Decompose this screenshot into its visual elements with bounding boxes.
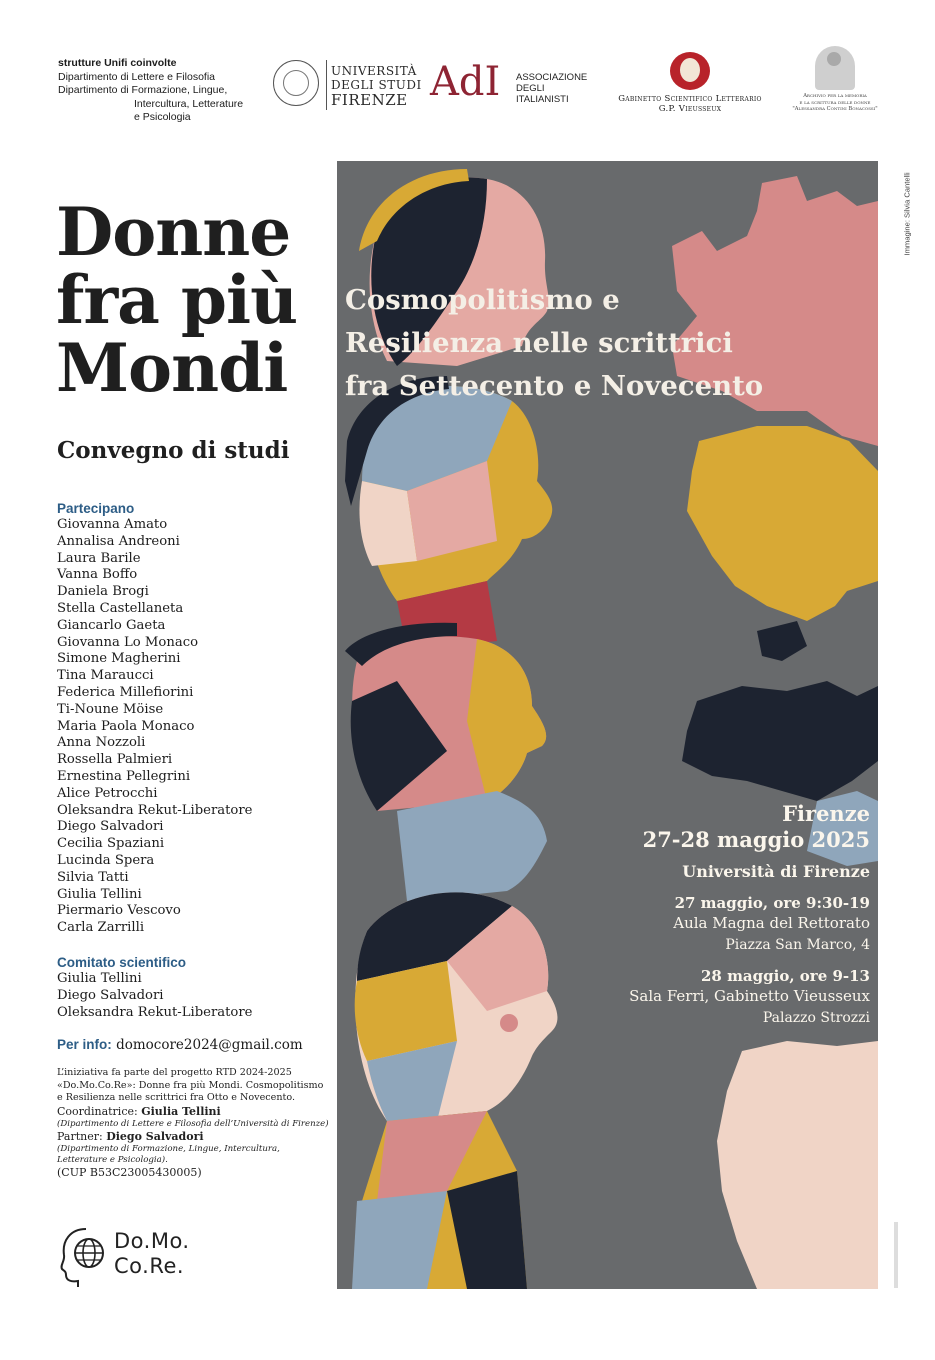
participant-name: Lucinda Spera: [57, 852, 155, 868]
unifi-seal-icon: [273, 60, 319, 106]
vieusseux-name: Gabinetto Scientifico Letterario: [618, 94, 762, 104]
title-line: Donne: [56, 193, 291, 271]
event-details: [629, 801, 870, 1029]
participant-name: Giancarlo Gaeta: [57, 617, 166, 633]
image-credit: [893, 161, 912, 261]
participant-name: Rossella Palmieri: [57, 752, 173, 768]
archivio-line: Archivio per la memoria: [803, 93, 867, 99]
adi-logo-text: [516, 72, 587, 105]
day2-place: Sala Ferri, Gabinetto Vieusseux: [629, 987, 870, 1005]
vieusseux-name: G.P. Vieusseux: [658, 104, 722, 114]
strutture-block: [58, 57, 243, 125]
adi-line: ITALIANISTI: [516, 94, 569, 105]
participant-name: Ernestina Pellegrini: [57, 768, 191, 784]
note-intro: L’iniziativa fa parte del progetto RTD 2024-2025 «Do.Mo.Co.Re»: Donne fra più Mondi. Cosmopolitismo e Resilienza nelle scrittrici fra Otto e Novecento.: [57, 1067, 324, 1104]
archivio-line: e la scrittura delle donne: [799, 99, 871, 106]
strutture-line: Dipartimento di Formazione, Lingue,: [58, 84, 228, 96]
adi-line: ASSOCIAZIONE: [516, 72, 588, 83]
poster-heading-line: fra Settecento e Novecento: [345, 370, 764, 402]
participant-name: Ti-Noune Möise: [57, 701, 164, 717]
page-subtitle: Convegno di studi: [57, 437, 290, 464]
day2-address: Palazzo Strozzi: [762, 1010, 870, 1026]
head-globe-icon: [56, 1225, 108, 1289]
participant-name: Tina Maraucci: [57, 668, 154, 684]
day1-place: Aula Magna del Rettorato: [673, 914, 870, 932]
domocore-line: Co.Re.: [114, 1254, 185, 1278]
adi-line: DEGLI: [516, 83, 545, 94]
committee-member-name: Diego Salvadori: [57, 987, 164, 1003]
adi-logo-mark: AdI: [430, 59, 501, 105]
domocore-line: Do.Mo.: [114, 1229, 190, 1253]
event-dates: 27-28 maggio 2025: [642, 827, 870, 852]
unifi-logo-line: DEGLI STUDI: [331, 78, 422, 92]
participant-name: Daniela Brogi: [57, 584, 149, 600]
statue-icon: [815, 46, 855, 90]
contact-info: [57, 1037, 303, 1053]
committee-member-name: Giulia Tellini: [57, 971, 142, 986]
strutture-line: e Psicologia: [134, 111, 191, 123]
partner-dept: (Dipartimento di Formazione, Lingue, Intercultura, Letterature e Psicologia).: [57, 1143, 280, 1165]
participant-name: Giovanna Lo Monaco: [57, 634, 199, 650]
vieusseux-logo: [610, 52, 770, 114]
archivio-line: "Alessandra Contini Bonacossi": [792, 106, 878, 112]
participants-section: [57, 500, 252, 937]
contact-email-link[interactable]: domocore2024@gmail.com: [116, 1037, 303, 1053]
poster-heading-line: Resilienza nelle scrittrici: [345, 327, 733, 359]
coord-label: Coordinatrice:: [57, 1104, 138, 1118]
unifi-logo-line: UNIVERSITÀ: [331, 64, 417, 78]
contact-label: Per info:: [57, 1037, 112, 1052]
strutture-title: strutture Unifi coinvolte: [58, 57, 177, 69]
day1-time: 27 maggio, ore 9:30-19: [674, 894, 870, 912]
poster-artwork: [337, 161, 878, 1289]
committee-section: [57, 954, 252, 1021]
cup-code: (CUP B53C23005430005): [57, 1165, 202, 1179]
coord-dept: (Dipartimento di Lettere e Filosofia dell’Università di Firenze): [57, 1118, 329, 1129]
strutture-line: Intercultura, Letterature: [134, 97, 244, 110]
event-university: Università di Firenze: [682, 862, 870, 881]
participant-name: Annalisa Andreoni: [57, 533, 180, 549]
participant-name: Silvia Tatti: [57, 869, 129, 885]
print-mark: [894, 1222, 898, 1288]
partner-label: Partner:: [57, 1129, 103, 1143]
archivio-logo: [785, 46, 885, 113]
participant-name: Maria Paola Monaco: [57, 718, 195, 734]
participant-name: Giulia Tellini: [57, 886, 142, 902]
event-city: Firenze: [782, 801, 870, 826]
committee-member-name: Oleksandra Rekut-Liberatore: [57, 1004, 253, 1020]
participants-heading: Partecipano: [57, 501, 135, 516]
participant-name: Anna Nozzoli: [57, 735, 146, 751]
unifi-logo-line: FIRENZE: [331, 91, 408, 109]
logo-divider: [326, 60, 327, 110]
participant-name: Oleksandra Rekut-Liberatore: [57, 802, 253, 818]
partner-name: Diego Salvadori: [106, 1129, 204, 1143]
archivio-text: [785, 93, 885, 113]
committee-list: [57, 971, 252, 1021]
participants-list: [57, 517, 252, 937]
page-title: [56, 193, 298, 407]
participant-name: Laura Barile: [57, 550, 141, 566]
project-note: [57, 1067, 332, 1180]
participant-name: Piermario Vescovo: [57, 903, 181, 919]
committee-heading: Comitato scientifico: [57, 955, 187, 970]
day1-address: Piazza San Marco, 4: [725, 937, 870, 953]
participant-name: Giovanna Amato: [57, 517, 168, 532]
participant-name: Carla Zarrilli: [57, 920, 145, 936]
participant-name: Diego Salvadori: [57, 819, 164, 835]
poster-heading: [345, 279, 763, 408]
poster-heading-line: Cosmopolitismo e: [345, 284, 620, 316]
title-line: Mondi: [56, 329, 288, 407]
participant-name: Federica Millefiorini: [57, 684, 194, 700]
participant-name: Stella Castellaneta: [57, 600, 184, 616]
participant-name: Simone Magherini: [57, 651, 181, 667]
vieusseux-emblem-icon: [670, 52, 710, 90]
strutture-line: Dipartimento di Lettere e Filosofia: [58, 70, 215, 83]
unifi-logo: [273, 58, 422, 118]
domocore-logo: [56, 1223, 216, 1289]
participant-name: Cecilia Spaziani: [57, 836, 165, 852]
coord-name: Giulia Tellini: [141, 1104, 221, 1118]
image-credit-text: Immagine: Silvia Cantelli: [902, 172, 912, 256]
day2-time: 28 maggio, ore 9-13: [700, 967, 870, 985]
participant-name: Vanna Boffo: [57, 567, 138, 583]
participant-name: Alice Petrocchi: [57, 785, 158, 801]
title-line: fra più: [56, 261, 298, 339]
